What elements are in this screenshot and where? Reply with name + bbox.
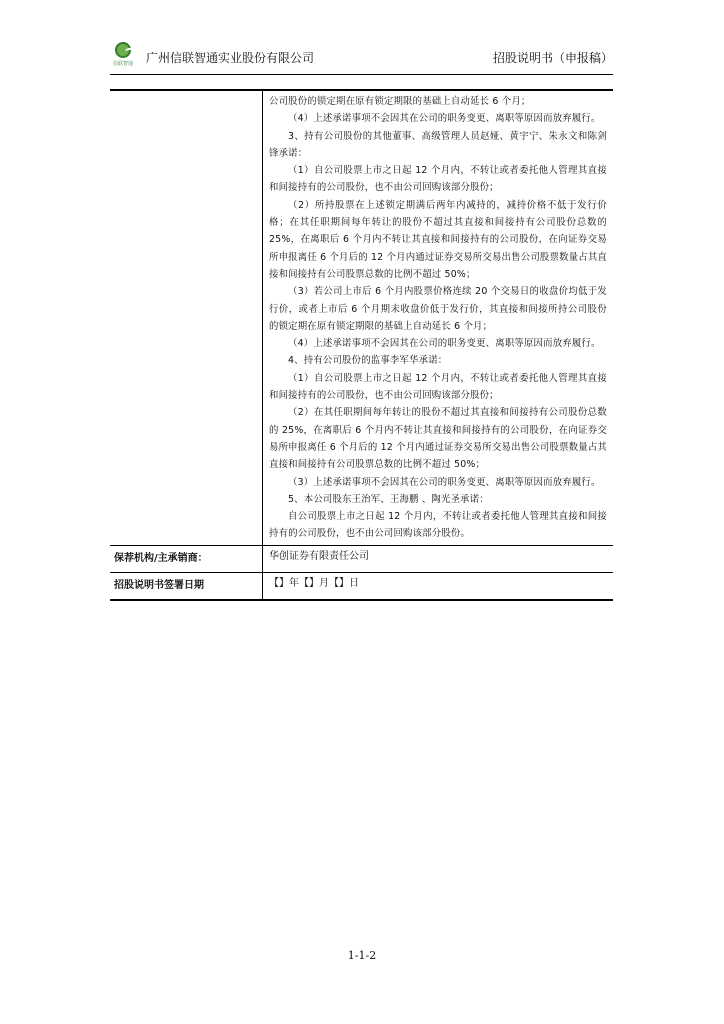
company-name: 广州信联智通实业股份有限公司 — [146, 51, 315, 65]
page-number: 1-1-2 — [347, 949, 377, 962]
paragraph: （1）自公司股票上市之日起 12 个月内，不转让或者委托他人管理其直接和间接持有的公司股份，也不由公司回购该部分股份； — [269, 372, 607, 402]
paragraph: （4）上述承诺事项不会因其在公司的职务变更、离职等原因而放弃履行。 — [288, 338, 601, 350]
paragraph: 4、持有公司股份的监事李军华承诺： — [288, 355, 448, 367]
signing-date-label: 招股说明书签署日期 — [110, 572, 263, 600]
company-logo — [110, 42, 136, 72]
commitments-content-cell — [263, 90, 614, 545]
prospectus-info-table — [110, 89, 613, 601]
signing-date-value: 【】年【】月【】日 — [263, 572, 614, 600]
sponsor-value: 华创证券有限责任公司 — [263, 545, 614, 572]
commitments-label-cell — [110, 90, 263, 545]
document-title: 招股说明书（申报稿） — [492, 51, 613, 65]
paragraph: （2）所持股票在上述锁定期满后两年内减持的，减持价格不低于发行价格；在其任职期间每年转让的股份不超过其直接和间接持有公司股份总数的 25%，在离职后 6 个月内不转让其直接和间接持有的公司股份，在向证券交易所申报离任 6 个月后的 12 个月内通过证券交易所交易出售公司股票数量占其直接和间接持有公司股票总数的比例不超过 50%； — [269, 199, 607, 280]
logo-circle-icon — [115, 42, 131, 58]
signing-date-row — [110, 572, 613, 600]
paragraph: 自公司股票上市之日起 12 个月内，不转让或者委托他人管理其直接和间接持有的公司股份，也不由公司回购该部分股份。 — [269, 511, 607, 540]
sponsor-row — [110, 545, 613, 572]
paragraph: 公司股份的锁定期在原有锁定期限的基础上自动延长 6 个月； — [269, 96, 531, 107]
sponsor-label: 保荐机构/主承销商： — [110, 545, 263, 572]
paragraph: （4）上述承诺事项不会因其在公司的职务变更、离职等原因而放弃履行。 — [288, 113, 601, 125]
paragraph: 5、本公司股东王治军、王海鹏 、陶光圣承诺： — [288, 493, 489, 505]
paragraph: （3）若公司上市后 6 个月内股票价格连续 20 个交易日的收盘价均低于发行价，或者上市后 6 个月期末收盘价低于发行价，其直接和间接所持公司股份的锁定期在原有锁定期限的基础上自动延长 6 个月； — [269, 286, 607, 332]
logo-text: 信联智通 — [112, 61, 133, 67]
commitments-row — [110, 90, 613, 545]
paragraph: 3、持有公司股份的其他董事、高级管理人员赵娅、黄宇宁、朱永文和陈剑锋承诺： — [269, 130, 607, 159]
paragraph: （1）自公司股票上市之日起 12 个月内，不转让或者委托他人管理其直接和间接持有的公司股份，也不由公司回购该部分股份； — [269, 165, 607, 194]
paragraph: （3）上述承诺事项不会因其在公司的职务变更、离职等原因而放弃履行。 — [288, 476, 601, 488]
paragraph: （2）在其任职期间每年转让的股份不超过其直接和间接持有公司股份总数的 25%，在离职后 6 个月内不转让其直接和间接持有的公司股份，在向证券交易所申报离任 6 个月后的 12 个月内通过证券交易所交易出售公司股票数量占其直接和间接持有公司股票总数的比例不超过 50%； — [269, 407, 607, 471]
page-header — [110, 40, 613, 75]
